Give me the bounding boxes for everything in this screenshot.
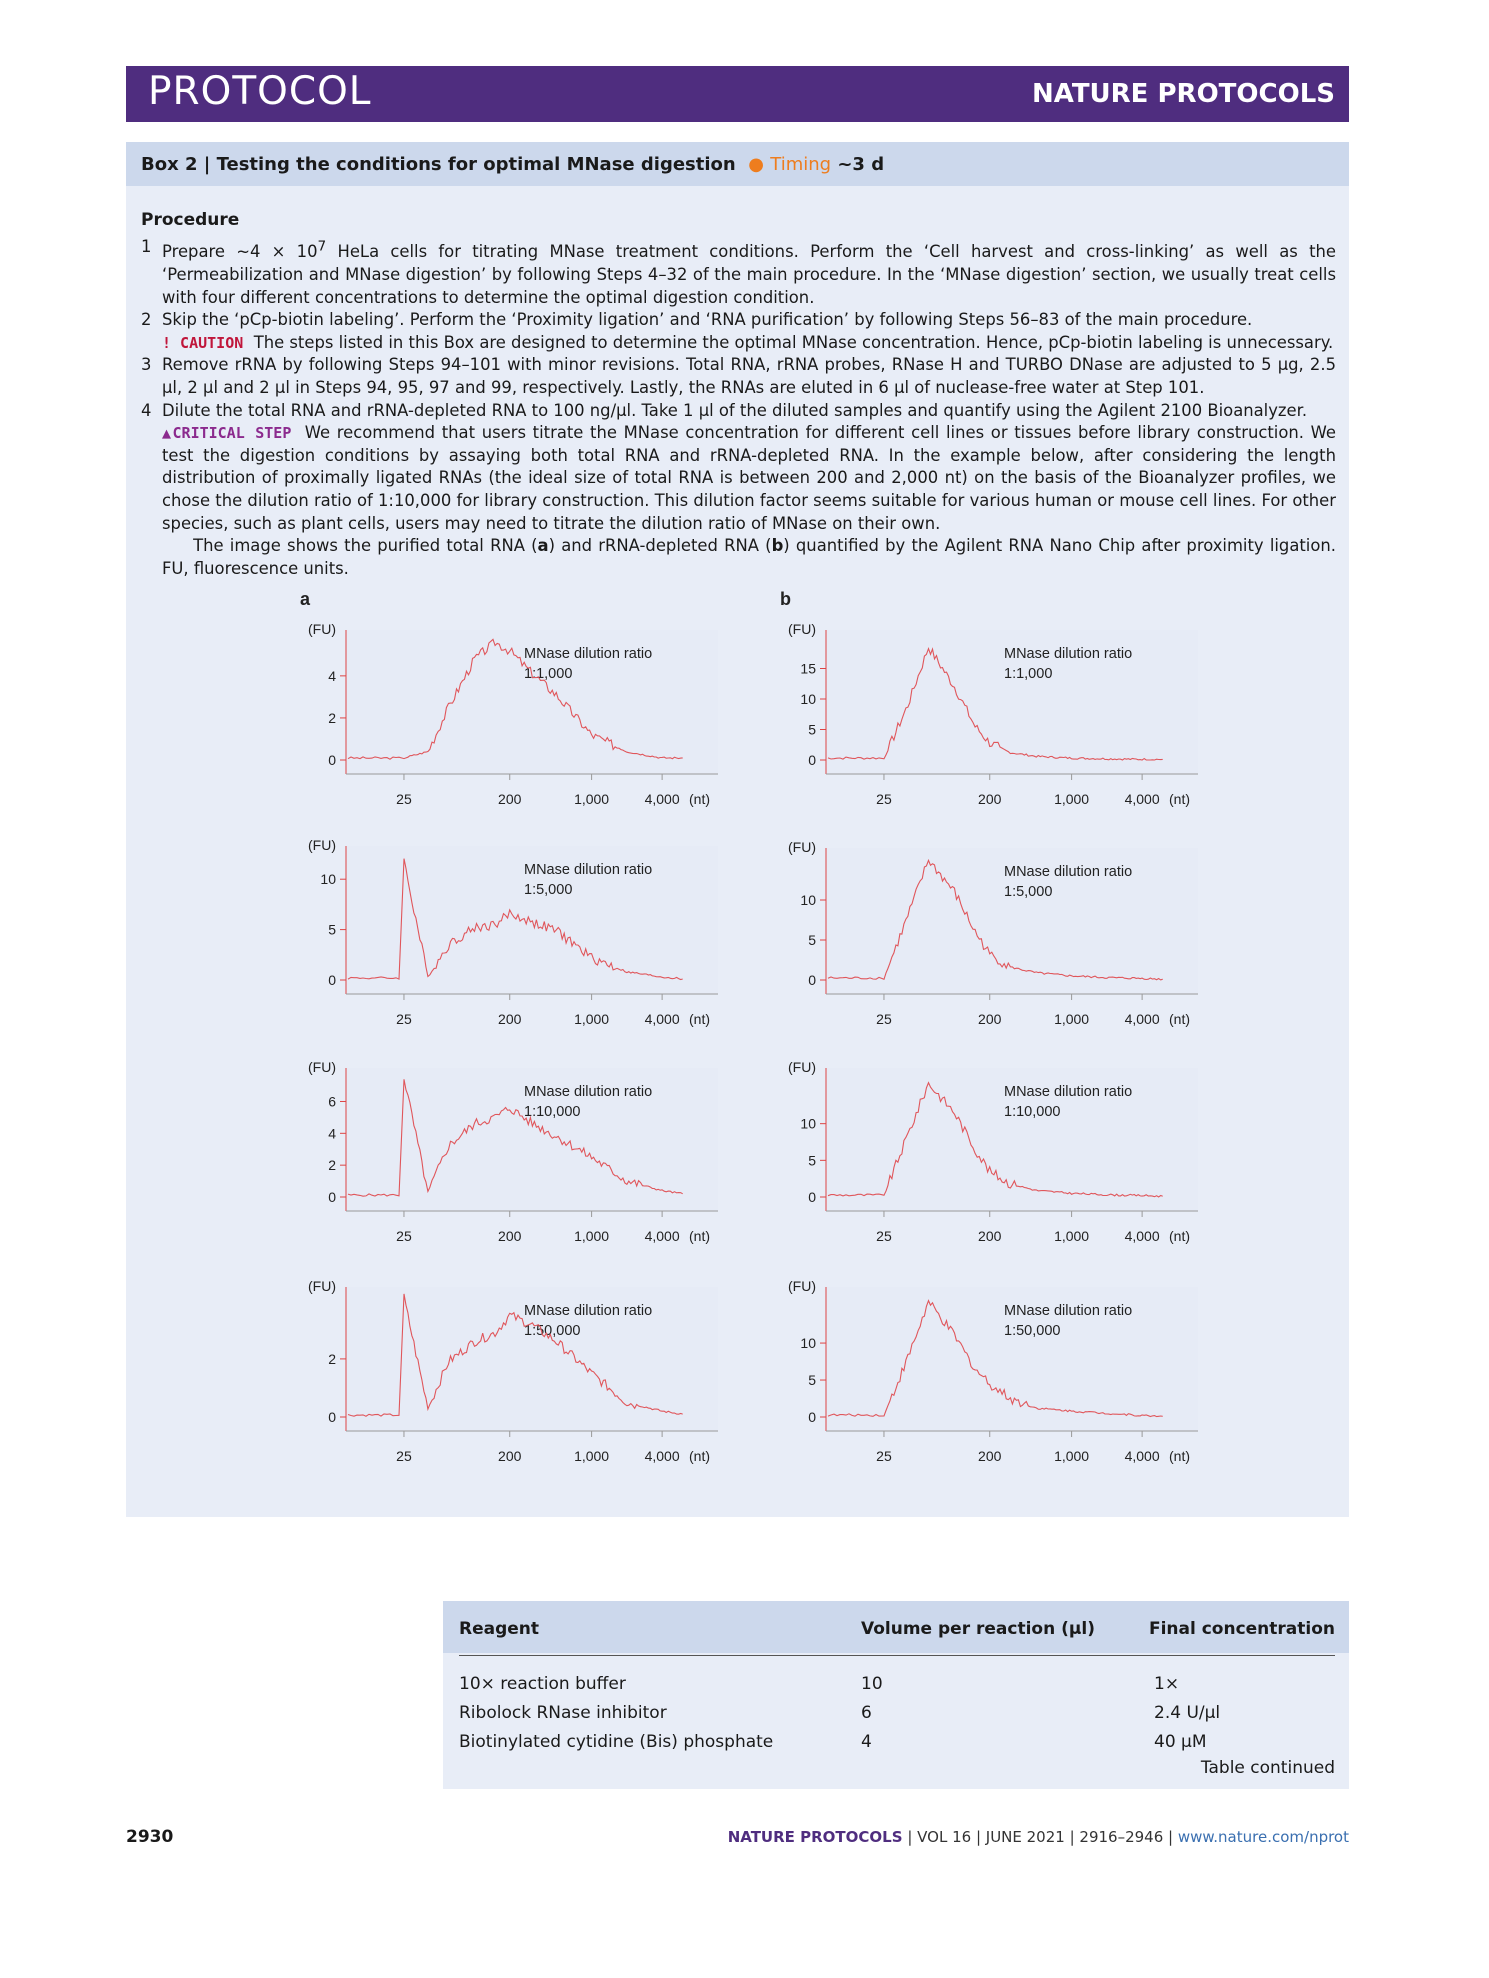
step-text: Prepare ~4 × $10^7$ HeLa cells for titrating MNase treatment conditions. Perform the ‘Cell harvest and cross-linking’ as well as the ‘Permeabilization and MNase digestion’ by following Steps 4–32 of the main procedure. In the ‘MNase digestion’ section, we usually treat cells with four different concentrations to determine the optimal digestion condition. <box>162 239 1336 307</box>
x-tick-label: 1,000 <box>574 1011 610 1027</box>
step-text: Skip the ‘pCp-biotin labeling’. Perform the ‘Proximity ligation’ and ‘RNA purification’ by following Steps 56–83 of the main procedure. ! CAUTION The steps listed in this Box are designed to determine the optimal MNase concentration. Hence, pCp-biotin labeling is unnecessary. <box>162 310 1334 352</box>
x-tick-label: 4,000 <box>644 791 680 807</box>
table-cell: 10 <box>861 1674 883 1694</box>
x-tick-label: 4,000 <box>644 1228 680 1244</box>
condition-label: MNase dilution ratio <box>524 646 653 662</box>
table-header <box>443 1601 1349 1653</box>
y-tick-label: 6 <box>328 1093 336 1110</box>
y-tick-label: 0 <box>808 1189 816 1205</box>
procedure-heading: Procedure <box>141 210 240 230</box>
y-tick-label: 0 <box>328 1189 336 1205</box>
y-tick-label: 10 <box>800 691 816 707</box>
y-tick-label: 2 <box>328 1157 336 1174</box>
x-tick-label: 1,000 <box>574 1448 610 1464</box>
table-cell: 10× reaction buffer <box>459 1674 626 1694</box>
x-tick-label: 25 <box>396 1228 412 1244</box>
journal-label: NATURE PROTOCOLS <box>1031 79 1335 109</box>
footer-citation: NATURE PROTOCOLS | VOL 16 | JUNE 2021 | 2916–2946 | www.nature.com/nprot <box>727 1828 1349 1846</box>
x-tick-label: 4,000 <box>1124 1011 1160 1027</box>
condition-ratio: 1:1,000 <box>1004 666 1053 682</box>
x-tick-label: 200 <box>978 1448 1002 1464</box>
x-axis-unit: (nt) <box>1169 1011 1190 1027</box>
footer-url[interactable]: www.nature.com/nprot <box>1177 1828 1349 1846</box>
y-tick-label: 4 <box>328 667 336 684</box>
x-tick-label: 25 <box>876 791 892 807</box>
table-rule <box>459 1655 1335 1656</box>
col-reagent: Reagent <box>459 1619 540 1639</box>
y-axis-label: (FU) <box>788 839 816 855</box>
table-cell: 4 <box>861 1732 872 1752</box>
condition-ratio: 1:1,000 <box>524 666 573 682</box>
electropherogram-a-4 <box>308 1278 718 1464</box>
table-cell: Ribolock RNase inhibitor <box>459 1703 667 1723</box>
y-tick-label: 0 <box>808 1409 816 1425</box>
y-tick-label: 15 <box>800 660 816 677</box>
timing-value: ~3 d <box>837 154 885 175</box>
condition-label: MNase dilution ratio <box>1004 1303 1133 1319</box>
y-axis-label: (FU) <box>788 1059 816 1075</box>
condition-label: MNase dilution ratio <box>524 1303 653 1319</box>
condition-ratio: 1:50,000 <box>1004 1323 1061 1339</box>
col-volume: Volume per reaction (μl) <box>861 1619 1095 1639</box>
y-axis-label: (FU) <box>788 1278 816 1294</box>
step-text: Remove rRNA by following Steps 94–101 with minor revisions. Total RNA, rRNA probes, RNase H and TURBO DNase are adjusted to 5 μg, 2.5 μl, 2 μl and 2 μl in Steps 94, 95, 97 and 99, respectively. Lastly, the RNAs are eluted in 6 μl of nuclease-free water at Step 101. <box>162 355 1336 398</box>
y-tick-label: 0 <box>808 752 816 768</box>
x-tick-label: 25 <box>876 1228 892 1244</box>
footer-date: JUNE 2021 <box>985 1828 1065 1846</box>
step-number: 2 <box>141 310 152 330</box>
section-label: PROTOCOL <box>148 69 372 114</box>
condition-label: MNase dilution ratio <box>1004 864 1133 880</box>
condition-ratio: 1:5,000 <box>524 882 573 898</box>
x-tick-label: 25 <box>396 791 412 807</box>
x-tick-label: 200 <box>498 1228 522 1244</box>
page-number: 2930 <box>126 1827 174 1847</box>
table-continued: Table continued <box>1200 1758 1335 1778</box>
condition-ratio: 1:10,000 <box>1004 1104 1061 1120</box>
col-final-concentration: Final concentration <box>1148 1619 1335 1639</box>
x-axis-unit: (nt) <box>1169 1228 1190 1244</box>
y-tick-label: 10 <box>800 1335 816 1352</box>
reagent-table <box>443 1601 1349 1789</box>
condition-label: MNase dilution ratio <box>1004 1084 1133 1100</box>
footer-volume: VOL 16 <box>917 1828 972 1846</box>
y-tick-label: 2 <box>328 709 336 726</box>
box-title: Box 2 | Testing the conditions for optimal MNase digestion <box>141 154 736 175</box>
x-tick-label: 200 <box>978 1011 1002 1027</box>
x-tick-label: 25 <box>876 1011 892 1027</box>
table-cell: 2.4 U/μl <box>1154 1703 1221 1723</box>
step-text: Dilute the total RNA and rRNA-depleted RNA to 100 ng/μl. Take 1 μl of the diluted samples and quantify using the Agilent 2100 Bioanalyzer. ▲CRITICAL STEP We recommend that users titrate the MNase concentration for different cell lines or tissues before library construction. We test the digestion conditions by assaying both total RNA and rRNA-depleted RNA. In the example below, after considering the length distribution of proximally ligated RNAs (the ideal size of total RNA is between 200 and 2,000 nt) on the basis of the Bioanalyzer profiles, we chose the dilution ratio of 1:10,000 for library construction. This dilution factor seems suitable for various human or mouse cell lines. For other species, such as plant cells, users may need to titrate the dilution ratio of MNase on their own. <box>162 400 1336 533</box>
x-tick-label: 200 <box>498 791 522 807</box>
x-tick-label: 4,000 <box>644 1448 680 1464</box>
step-number: 4 <box>141 400 152 420</box>
x-tick-label: 4,000 <box>644 1011 680 1027</box>
condition-ratio: 1:50,000 <box>524 1323 581 1339</box>
panel-b-label: b <box>780 589 791 609</box>
y-tick-label: 0 <box>328 752 336 768</box>
y-tick-label: 4 <box>328 1125 336 1142</box>
step-number: 1 <box>141 237 152 256</box>
y-tick-label: 10 <box>320 871 336 888</box>
x-tick-label: 4,000 <box>1124 1228 1160 1244</box>
table-cell: 6 <box>861 1703 872 1723</box>
table-cell: 40 μM <box>1154 1732 1207 1752</box>
condition-label: MNase dilution ratio <box>524 1084 653 1100</box>
x-tick-label: 1,000 <box>574 791 610 807</box>
table-cell: Biotinylated cytidine (Bis) phosphate <box>459 1732 774 1752</box>
x-tick-label: 1,000 <box>1054 1228 1090 1244</box>
x-axis-unit: (nt) <box>689 1448 710 1464</box>
y-tick-label: 5 <box>808 1372 816 1389</box>
y-tick-label: 0 <box>328 1409 336 1425</box>
electropherogram-b-1 <box>788 621 1198 807</box>
y-tick-label: 0 <box>328 972 336 988</box>
condition-label: MNase dilution ratio <box>524 862 653 878</box>
x-tick-label: 25 <box>876 1448 892 1464</box>
x-axis-unit: (nt) <box>689 1228 710 1244</box>
y-tick-label: 5 <box>328 921 336 938</box>
condition-label: MNase dilution ratio <box>1004 646 1133 662</box>
y-tick-label: 5 <box>808 932 816 948</box>
x-tick-label: 200 <box>978 791 1002 807</box>
y-tick-label: 2 <box>328 1350 336 1367</box>
x-tick-label: 4,000 <box>1124 1448 1160 1464</box>
electropherogram-b-2 <box>788 839 1198 1027</box>
x-tick-label: 1,000 <box>1054 791 1090 807</box>
y-axis-label: (FU) <box>308 621 336 637</box>
condition-ratio: 1:5,000 <box>1004 884 1053 900</box>
x-tick-label: 25 <box>396 1011 412 1027</box>
electropherogram-a-3 <box>308 1059 718 1244</box>
x-axis-unit: (nt) <box>1169 791 1190 807</box>
x-tick-label: 1,000 <box>1054 1011 1090 1027</box>
y-axis-label: (FU) <box>308 837 336 853</box>
footer-journal: NATURE PROTOCOLS <box>727 1828 903 1846</box>
x-tick-label: 25 <box>396 1448 412 1464</box>
x-tick-label: 1,000 <box>574 1228 610 1244</box>
x-tick-label: 200 <box>498 1011 522 1027</box>
timing-label: Timing <box>770 154 832 175</box>
y-tick-label: 5 <box>808 1152 816 1169</box>
footer-pages: 2916–2946 <box>1079 1828 1164 1846</box>
x-tick-label: 4,000 <box>1124 791 1160 807</box>
y-axis-label: (FU) <box>308 1278 336 1294</box>
image-note: The image shows the purified total RNA (a) and rRNA-depleted RNA (b) quantified by the Agilent RNA Nano Chip after proximity ligation. FU, fluorescence units. <box>162 536 1336 578</box>
timing-dot-icon: ● <box>742 154 771 175</box>
step-number: 3 <box>141 355 152 375</box>
y-tick-label: 0 <box>808 972 816 988</box>
y-tick-label: 5 <box>808 721 816 738</box>
panel-a-label: a <box>300 589 311 609</box>
electropherogram-b-3 <box>788 1059 1198 1244</box>
electropherogram-b-4 <box>788 1278 1198 1464</box>
x-axis-unit: (nt) <box>689 1011 710 1027</box>
x-tick-label: 1,000 <box>1054 1448 1090 1464</box>
x-tick-label: 200 <box>498 1448 522 1464</box>
electropherogram-a-1 <box>308 621 718 807</box>
y-tick-label: 10 <box>800 892 816 908</box>
y-axis-label: (FU) <box>308 1059 336 1075</box>
x-axis-unit: (nt) <box>1169 1448 1190 1464</box>
x-axis-unit: (nt) <box>689 791 710 807</box>
electropherogram-a-2 <box>308 837 718 1027</box>
condition-ratio: 1:10,000 <box>524 1104 581 1120</box>
y-axis-label: (FU) <box>788 621 816 637</box>
y-tick-label: 10 <box>800 1115 816 1132</box>
table-cell: 1× <box>1154 1674 1180 1694</box>
x-tick-label: 200 <box>978 1228 1002 1244</box>
